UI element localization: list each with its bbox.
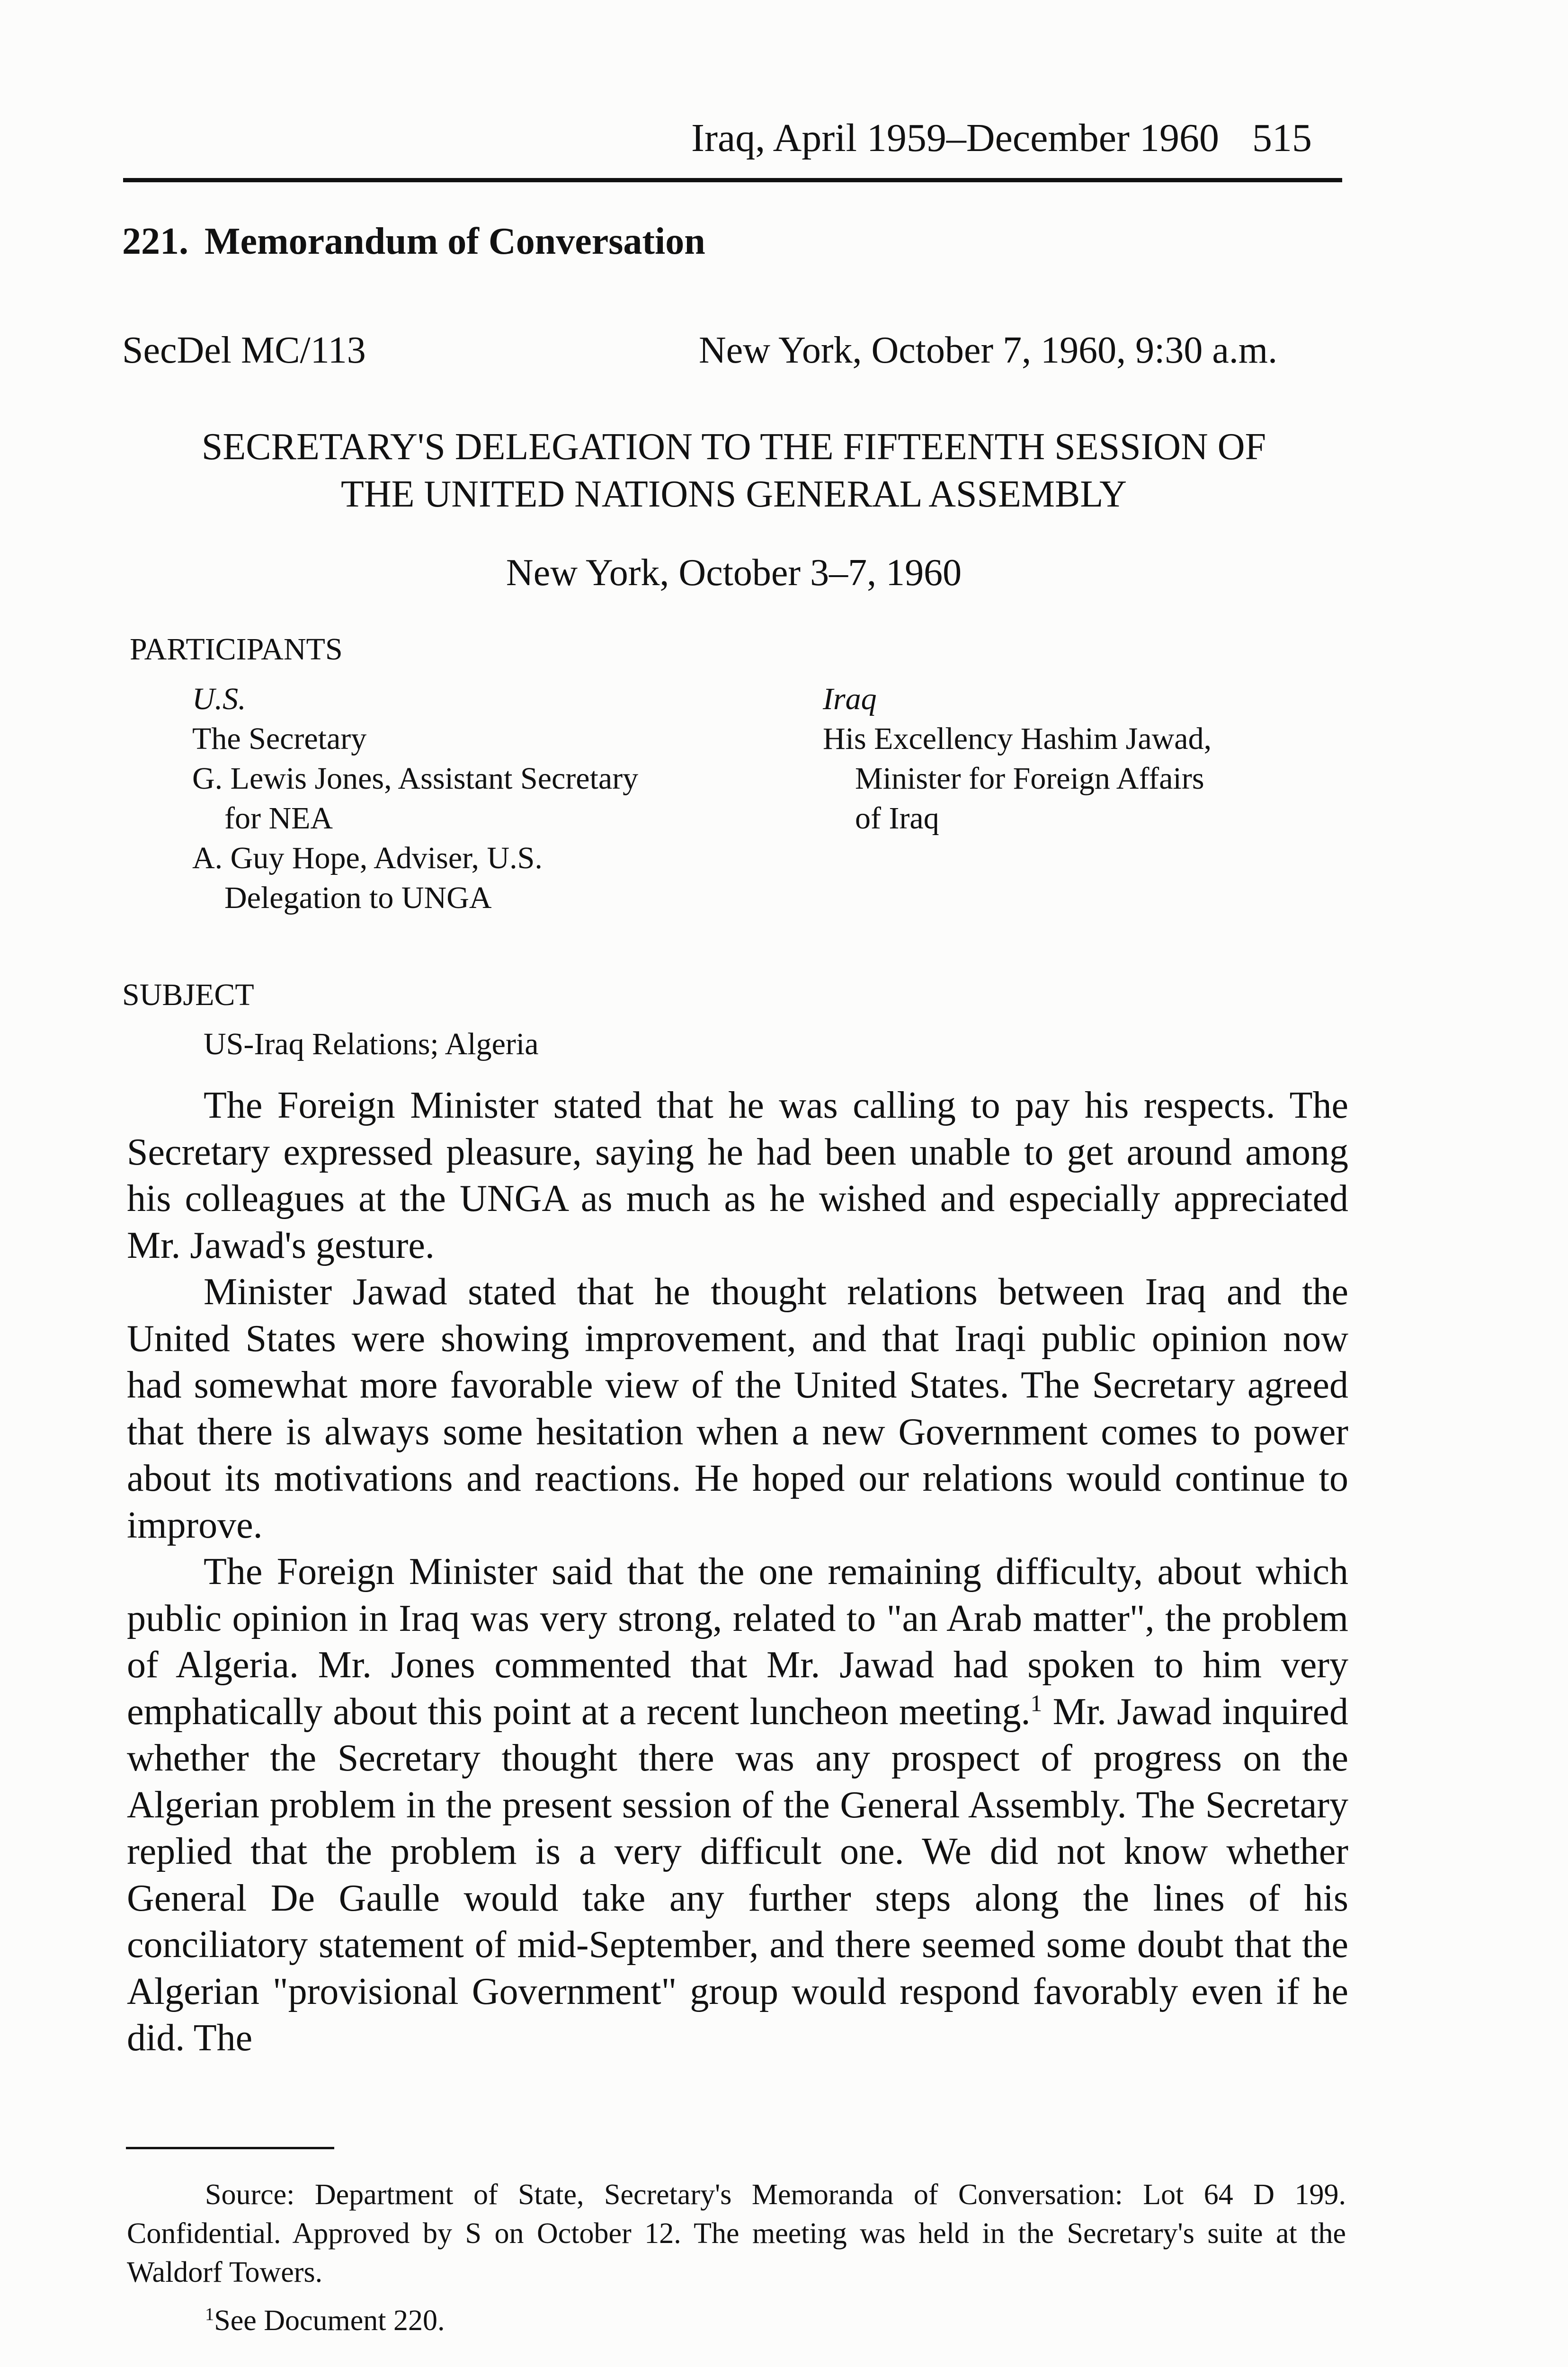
header-rule bbox=[123, 178, 1342, 182]
body-paragraph-3 bbox=[127, 1548, 1348, 2062]
body-paragraph-2: Minister Jawad stated that he thought relations between Iraq and the United States were showing improvement, and that Iraqi public opinion now had somewhat more favorable view of the United States. The Secretary agreed that there is always some hesitation when a new Government comes to power about its motivations and reactions. He hoped our relations would continue to improve. bbox=[127, 1271, 1348, 1546]
conference-heading-line-2: THE UNITED NATIONS GENERAL ASSEMBLY bbox=[340, 473, 1127, 515]
footnote-1-text: See Document 220. bbox=[214, 2305, 445, 2337]
source-note: Source: Department of State, Secretary's Memoranda of Conversation: Lot 64 D 199. Confidential. Approved by S on October 12. The meeting was held in the Secretary's suite at the Waldorf Towers. bbox=[127, 2179, 1346, 2288]
participant-line: A. Guy Hope, Adviser, U.S. bbox=[192, 841, 543, 875]
participant-line: for NEA bbox=[224, 801, 333, 836]
participant-line: Minister for Foreign Affairs bbox=[855, 761, 1204, 796]
participants-us-label: U.S. bbox=[192, 682, 246, 716]
footnote-rule bbox=[126, 2147, 334, 2149]
conference-dates: New York, October 3–7, 1960 bbox=[506, 552, 962, 594]
document-place-date: New York, October 7, 1960, 9:30 a.m. bbox=[699, 329, 1278, 371]
running-head bbox=[691, 118, 1312, 158]
footnote-reference-1: 1 bbox=[1030, 1690, 1042, 1717]
document-number: 221. bbox=[122, 221, 188, 262]
conference-heading-line-1: SECRETARY'S DELEGATION TO THE FIFTEENTH SESSION OF bbox=[201, 426, 1266, 468]
body-paragraph-1: The Foreign Minister stated that he was calling to pay his respects. The Secretary expressed pleasure, saying he had been unable to get around among his colleagues at the UNGA as much as he wished and especially appreciated Mr. Jawad's gesture. bbox=[127, 1085, 1348, 1266]
document-title-text: Memorandum of Conversation bbox=[205, 221, 705, 262]
participants-iraq bbox=[823, 679, 1212, 838]
body-paragraph-3-part-2: Mr. Jawad inquired whether the Secretary thought there was any prospect of progress on the Algerian problem in the present session of the General Assembly. The Secretary replied that the problem is a very difficult one. We did not know whether General De Gaulle would take any further steps along the lines of his conciliatory statement of mid-September, and there seemed some doubt that the Algerian "provisional Government" group would respond favorably even if he did. The bbox=[127, 1691, 1348, 2059]
body-paragraph-3-part-1: The Foreign Minister said that the one remaining difficulty, about which public opinion in Iraq was very strong, related to "an Arab matter", the problem of Algeria. Mr. Jones commented that Mr. Jawad had spoken to him very emphatically about this point at a recent luncheon meeting. bbox=[127, 1551, 1348, 1733]
page-number: 515 bbox=[1252, 116, 1312, 160]
footnotes bbox=[127, 2175, 1346, 2340]
participants-label: PARTICIPANTS bbox=[130, 632, 343, 667]
footnote-1-marker: 1 bbox=[205, 2304, 214, 2324]
memo-body bbox=[127, 1082, 1348, 2062]
participants-iraq-label: Iraq bbox=[823, 682, 877, 716]
subject-label: SUBJECT bbox=[122, 978, 254, 1012]
participant-line: The Secretary bbox=[192, 721, 367, 756]
participant-line: Delegation to UNGA bbox=[224, 881, 492, 915]
conference-heading bbox=[123, 423, 1345, 518]
running-head-title: Iraq, April 1959–December 1960 bbox=[691, 116, 1220, 160]
footnote-1 bbox=[127, 2301, 1346, 2340]
participant-line: G. Lewis Jones, Assistant Secretary bbox=[192, 761, 639, 796]
participants-us bbox=[192, 679, 638, 918]
participant-line: His Excellency Hashim Jawad, bbox=[823, 721, 1212, 756]
document-reference: SecDel MC/113 bbox=[122, 329, 366, 371]
document-title bbox=[122, 222, 705, 260]
subject-value: US-Iraq Relations; Algeria bbox=[204, 1027, 539, 1061]
participant-line: of Iraq bbox=[855, 801, 939, 836]
